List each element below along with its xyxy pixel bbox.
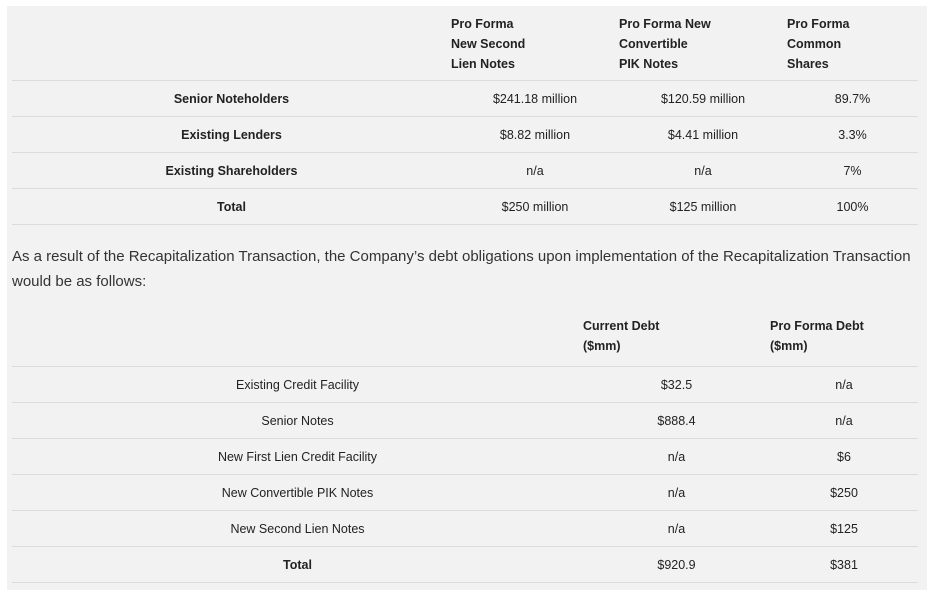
- table-row: [12, 511, 918, 547]
- cell-value: 7%: [787, 153, 918, 189]
- row-label: Existing Lenders: [12, 117, 451, 153]
- cell-value: $241.18 million: [451, 81, 619, 117]
- cell-value: n/a: [619, 153, 787, 189]
- row-label: New Second Lien Notes: [12, 511, 583, 547]
- cell-value: n/a: [451, 153, 619, 189]
- cell-value: $32.5: [583, 367, 770, 403]
- row-label: Senior Notes: [12, 403, 583, 439]
- cell-value: n/a: [770, 367, 918, 403]
- cell-value: n/a: [583, 475, 770, 511]
- row-label: Senior Noteholders: [12, 81, 451, 117]
- table-header-row: [12, 312, 918, 367]
- table-row: [12, 403, 918, 439]
- header-pro-forma-debt: Pro Forma Debt ($mm): [770, 319, 864, 353]
- table-row: [12, 117, 918, 153]
- cell-value: $8.82 million: [451, 117, 619, 153]
- row-label: Total: [12, 189, 451, 225]
- cell-value: $125: [770, 511, 918, 547]
- cell-value: $6: [770, 439, 918, 475]
- table-row: [12, 439, 918, 475]
- cell-value: $250: [770, 475, 918, 511]
- table-row: [12, 81, 918, 117]
- debt-obligations-table: [12, 312, 918, 583]
- table-row-total: [12, 547, 918, 583]
- header-empty: [12, 312, 583, 367]
- row-label: Total: [12, 547, 583, 583]
- cell-value: n/a: [770, 403, 918, 439]
- table-row: [12, 153, 918, 189]
- paragraph-line: As a result of the Recapitalization Transaction, the Company’s debt obligations upon implementation of the Recapitalization Transaction: [12, 248, 911, 265]
- row-label: New First Lien Credit Facility: [12, 439, 583, 475]
- table-header-row: [12, 10, 918, 81]
- cell-value: n/a: [583, 511, 770, 547]
- row-label: New Convertible PIK Notes: [12, 475, 583, 511]
- paragraph-line: would be as follows:: [12, 273, 147, 290]
- pro-forma-allocation-table: [12, 10, 918, 225]
- cell-value: $250 million: [451, 189, 619, 225]
- row-label: Existing Shareholders: [12, 153, 451, 189]
- table-row-total: [12, 189, 918, 225]
- header-second-lien-notes: Pro Forma New Second Lien Notes: [451, 17, 526, 71]
- table-row: [12, 367, 918, 403]
- cell-value: $120.59 million: [619, 81, 787, 117]
- cell-value: $920.9: [583, 547, 770, 583]
- cell-value: $888.4: [583, 403, 770, 439]
- row-label: Existing Credit Facility: [12, 367, 583, 403]
- header-empty: [12, 10, 451, 81]
- cell-value: $125 million: [619, 189, 787, 225]
- cell-value: $4.41 million: [619, 117, 787, 153]
- header-convertible-pik-notes: Pro Forma New Convertible PIK Notes: [619, 17, 711, 71]
- table-row: [12, 475, 918, 511]
- cell-value: $381: [770, 547, 918, 583]
- body-paragraph: [12, 244, 930, 294]
- cell-value: 3.3%: [787, 117, 918, 153]
- header-current-debt: Current Debt ($mm): [583, 319, 660, 353]
- cell-value: n/a: [583, 439, 770, 475]
- cell-value: 100%: [787, 189, 918, 225]
- header-common-shares: Pro Forma Common Shares: [787, 17, 850, 71]
- cell-value: 89.7%: [787, 81, 918, 117]
- document-page: [7, 6, 927, 590]
